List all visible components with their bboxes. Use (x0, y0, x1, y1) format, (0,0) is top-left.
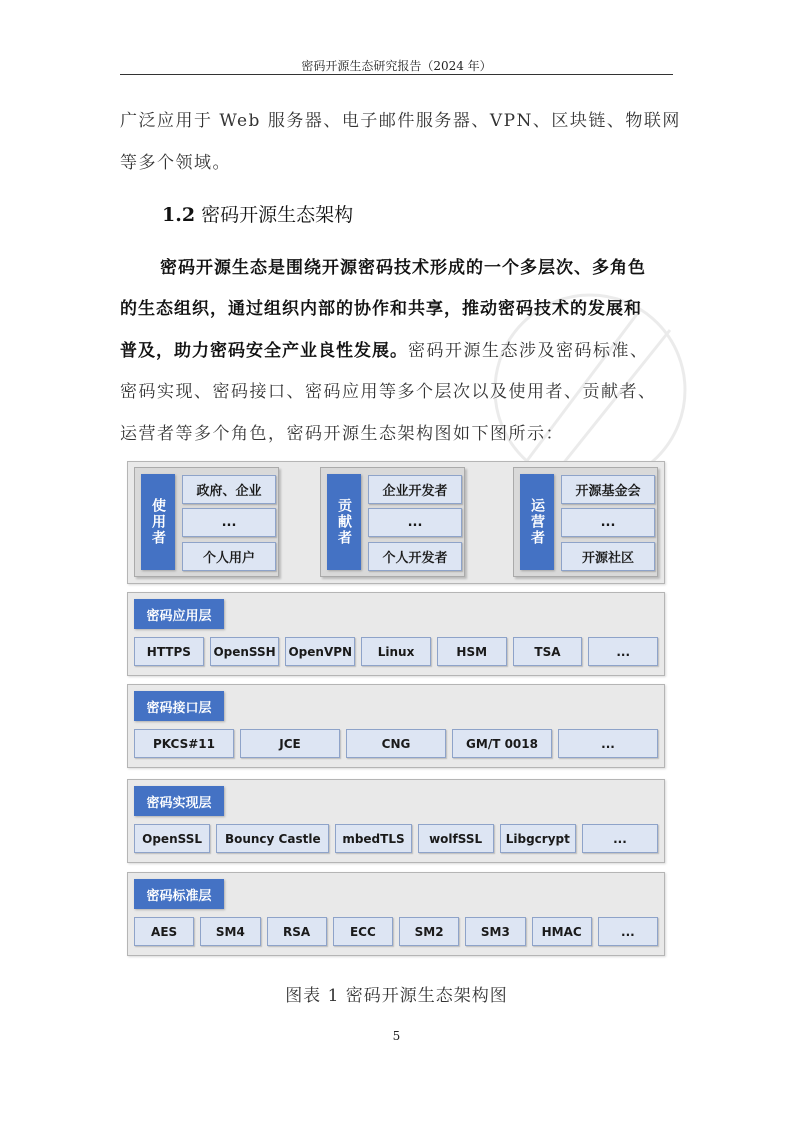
layer-cell: ... (598, 917, 658, 946)
page-number: 5 (392, 1029, 401, 1043)
architecture-diagram (127, 461, 665, 956)
role-item: 开源社区 (561, 542, 655, 571)
paragraph-line: 广泛应用于 Web 服务器、电子邮件服务器、VPN、区块链、物联网 (120, 111, 681, 131)
layer-cell: RSA (267, 917, 327, 946)
layer-cell: AES (134, 917, 194, 946)
layer-cell: OpenVPN (285, 637, 355, 666)
layer-implementation (127, 779, 665, 863)
layer-cell: ... (582, 824, 658, 853)
section-heading (162, 200, 353, 227)
paragraph-line: 的生态组织，通过组织内部的协作和共享，推动密码技术的发展和 (120, 299, 642, 319)
layer-cells (134, 729, 658, 758)
layer-cell: mbedTLS (335, 824, 411, 853)
layer-cell: OpenSSH (210, 637, 280, 666)
role-item: ... (368, 508, 462, 537)
header-rule (120, 74, 673, 75)
layer-cells (134, 824, 658, 853)
layer-cell: SM2 (399, 917, 459, 946)
role-item: 企业开发者 (368, 475, 462, 504)
layer-title: 密码标准层 (134, 879, 224, 909)
layer-cell: TSA (513, 637, 583, 666)
layer-application (127, 592, 665, 676)
role-item: ... (561, 508, 655, 537)
layer-cell: Bouncy Castle (216, 824, 329, 853)
role-item: 个人用户 (182, 542, 276, 571)
layer-cell: SM4 (200, 917, 260, 946)
layer-cell: HSM (437, 637, 507, 666)
layer-cells (134, 637, 658, 666)
paragraph-line: 密码实现、密码接口、密码应用等多个层次以及使用者、贡献者、 (120, 382, 657, 402)
layer-cell: Linux (361, 637, 431, 666)
paragraph-line: 运营者等多个角色，密码开源生态架构图如下图所示： (120, 424, 564, 444)
layer-cell: SM3 (465, 917, 525, 946)
role-group-contributors (320, 467, 465, 577)
paragraph-line: 密码开源生态是围绕开源密码技术形成的一个多层次、多角色 (160, 258, 646, 278)
role-item: 开源基金会 (561, 475, 655, 504)
layer-cell: ... (558, 729, 658, 758)
layer-cells (134, 917, 658, 946)
role-label: 使用者 (141, 474, 175, 570)
layer-cell: OpenSSL (134, 824, 210, 853)
paragraph-normal-span: 密码开源生态涉及密码标准、 (408, 341, 649, 361)
layer-cell: PKCS#11 (134, 729, 234, 758)
layer-title: 密码实现层 (134, 786, 224, 816)
layer-cell: HMAC (532, 917, 592, 946)
roles-panel (127, 461, 665, 584)
running-header: 密码开源生态研究报告（2024 年） (301, 59, 492, 73)
layer-cell: CNG (346, 729, 446, 758)
layer-title: 密码应用层 (134, 599, 224, 629)
role-item: ... (182, 508, 276, 537)
layer-cell: HTTPS (134, 637, 204, 666)
role-label: 贡献者 (327, 474, 361, 570)
layer-title: 密码接口层 (134, 691, 224, 721)
layer-interface (127, 684, 665, 768)
layer-cell: ECC (333, 917, 393, 946)
role-group-operators (513, 467, 658, 577)
section-title: 密码开源生态架构 (201, 204, 354, 226)
paragraph-line: 等多个领域。 (120, 153, 231, 173)
paragraph-bold-span: 普及，助力密码安全产业良性发展。 (120, 341, 408, 361)
role-item: 政府、企业 (182, 475, 276, 504)
layer-cell: JCE (240, 729, 340, 758)
section-number: 1.2 (162, 204, 196, 226)
layer-cell: GM/T 0018 (452, 729, 552, 758)
figure-caption: 图表 1 密码开源生态架构图 (285, 986, 508, 1006)
role-label: 运营者 (520, 474, 554, 570)
layer-standards (127, 872, 665, 956)
layer-cell: ... (588, 637, 658, 666)
role-item: 个人开发者 (368, 542, 462, 571)
layer-cell: wolfSSL (418, 824, 494, 853)
role-group-users (134, 467, 279, 577)
layer-cell: Libgcrypt (500, 824, 576, 853)
